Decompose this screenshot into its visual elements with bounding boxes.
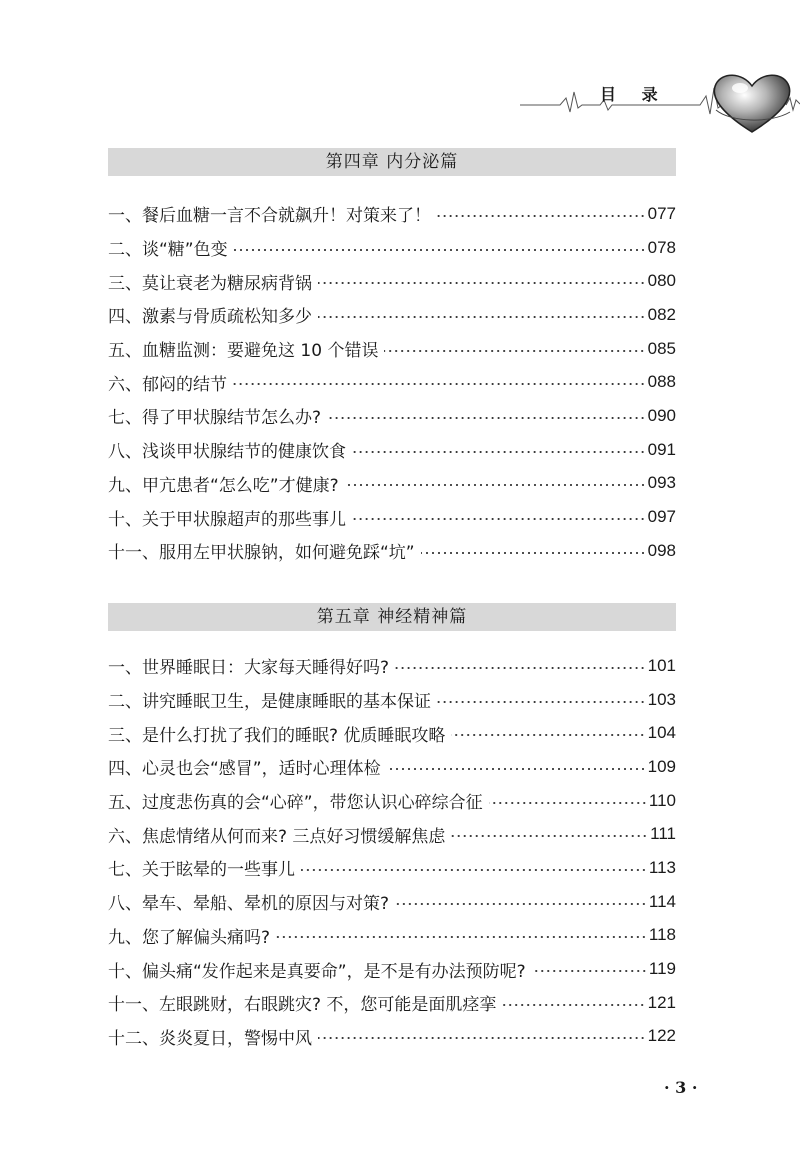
leader-dots [395,903,647,905]
toc-entry-page: 097 [647,507,676,527]
toc-entry[interactable] [108,817,676,851]
page-number: · 3 · [664,1078,698,1097]
toc-entry-page: 077 [647,203,676,223]
toc-entry-page: 088 [647,372,676,392]
toc-entry-page: 090 [647,405,676,425]
toc-entry-title: 十二、炎炎夏日，警惕中风 [108,1028,312,1049]
heart-ecg-icon [0,0,800,140]
toc-entry-page: 111 [650,824,676,844]
toc-entry-title: 五、过度悲伤真的会“心碎”，带您认识心碎综合征 [108,793,483,814]
toc-entry-title: 九、您了解偏头痛吗? [108,927,271,948]
leader-dots [352,451,646,453]
toc-entry[interactable] [108,231,676,265]
leader-dots [395,667,646,669]
toc-entry-page: 101 [647,655,676,675]
toc-entry-page: 098 [647,540,676,560]
toc-entry-page: 080 [647,271,676,291]
toc-entry-page: 085 [647,338,676,358]
leader-dots [451,734,645,736]
toc-entry-page: 078 [647,237,676,257]
toc-entry[interactable] [108,500,676,534]
toc-entry-page: 110 [648,790,676,810]
toc-entry[interactable] [108,433,676,467]
leader-dots [489,802,647,804]
toc-entry-page: 091 [647,439,676,459]
toc-entry-title: 一、餐后血糖一言不合就飙升！对策来了！ [108,206,431,227]
leader-dots [421,552,646,554]
toc-entry-title: 七、得了甲状腺结节怎么办? [108,408,322,429]
toc-entry[interactable] [108,365,676,399]
header-title: 目 录 [600,85,668,104]
leader-dots [233,383,646,385]
toc-entry-page: 109 [647,756,676,776]
toc-entry-title: 一、世界睡眠日：大家每天睡得好吗? [108,658,390,679]
toc-entry-page: 114 [648,891,676,911]
leader-dots [318,282,646,284]
toc-entry[interactable] [108,885,676,919]
toc-entry-title: 六、郁闷的结节 [108,374,227,395]
toc-entry[interactable] [108,851,676,885]
toc-entry[interactable] [108,534,676,568]
toc-entry[interactable] [108,784,676,818]
toc-entry-title: 七、关于眩晕的一些事儿 [108,860,295,881]
toc-entry-title: 二、谈“糖”色变 [108,240,228,261]
toc-entry[interactable] [108,467,676,501]
toc-entry-title: 二、讲究睡眠卫生，是健康睡眠的基本保证 [108,692,431,713]
toc-entry-title: 十一、左眼跳财，右眼跳灾? 不，您可能是面肌痉挛 [108,995,497,1016]
leader-dots [437,701,646,703]
toc-entry-page: 113 [648,857,676,877]
toc-entry-title: 九、甲亢患者“怎么吃”才健康? [108,475,339,496]
toc-entry[interactable] [108,750,676,784]
toc-entry-title: 十一、服用左甲状腺钠，如何避免踩“坑” [108,543,415,564]
toc-entry-title: 八、晕车、晕船、晕机的原因与对策? [108,894,390,915]
leader-dots [384,350,645,352]
leader-dots [532,970,647,972]
toc-list-chapter-4 [108,197,676,568]
toc-entry-page: 121 [647,992,676,1012]
leader-dots [345,484,646,486]
toc-entry-page: 082 [647,304,676,324]
chapter-heading: 第四章 内分泌篇 [108,148,676,176]
toc-entry[interactable] [108,197,676,231]
toc-entry-page: 093 [647,473,676,493]
toc-entry-title: 四、心灵也会“感冒”，适时心理体检 [108,759,381,780]
toc-entry[interactable] [108,264,676,298]
toc-entry[interactable] [108,1020,676,1054]
leader-dots [234,249,646,251]
toc-entry[interactable] [108,298,676,332]
chapter-heading: 第五章 神经精神篇 [108,603,676,631]
toc-entry[interactable] [108,952,676,986]
leader-dots [276,936,647,938]
toc-entry-title: 六、焦虑情绪从何而来? 三点好习惯缓解焦虑 [108,826,446,847]
toc-entry-page: 103 [647,689,676,709]
toc-entry-page: 122 [647,1026,676,1046]
leader-dots [327,417,646,419]
leader-dots [437,215,646,217]
toc-entry-title: 三、是什么打扰了我们的睡眠? 优质睡眠攻略 [108,725,446,746]
toc-entry[interactable] [108,716,676,750]
toc-entry-title: 十、关于甲状腺超声的那些事儿 [108,509,346,530]
toc-list-chapter-5 [108,649,676,1053]
toc-entry[interactable] [108,649,676,683]
leader-dots [318,1037,646,1039]
toc-entry-title: 五、血糖监测：要避免这 10 个错误 [108,341,379,362]
toc-entry-page: 104 [647,723,676,743]
leader-dots [301,869,647,871]
toc-entry[interactable] [108,683,676,717]
toc-entry[interactable] [108,986,676,1020]
toc-entry-title: 四、激素与骨质疏松知多少 [108,307,312,328]
toc-entry-page: 118 [648,925,676,945]
leader-dots [451,835,648,837]
page-header [0,0,800,140]
leader-dots [502,1004,645,1006]
toc-entry-page: 119 [648,959,676,979]
toc-entry[interactable] [108,399,676,433]
leader-dots [352,518,646,520]
toc-entry-title: 八、浅谈甲状腺结节的健康饮食 [108,442,346,463]
leader-dots [387,768,646,770]
toc-entry[interactable] [108,332,676,366]
toc-entry-title: 三、莫让衰老为糖尿病背锅 [108,273,312,294]
toc-entry-title: 十、偏头痛“发作起来是真要命”，是不是有办法预防呢? [108,961,526,982]
leader-dots [318,316,646,318]
toc-entry[interactable] [108,919,676,953]
